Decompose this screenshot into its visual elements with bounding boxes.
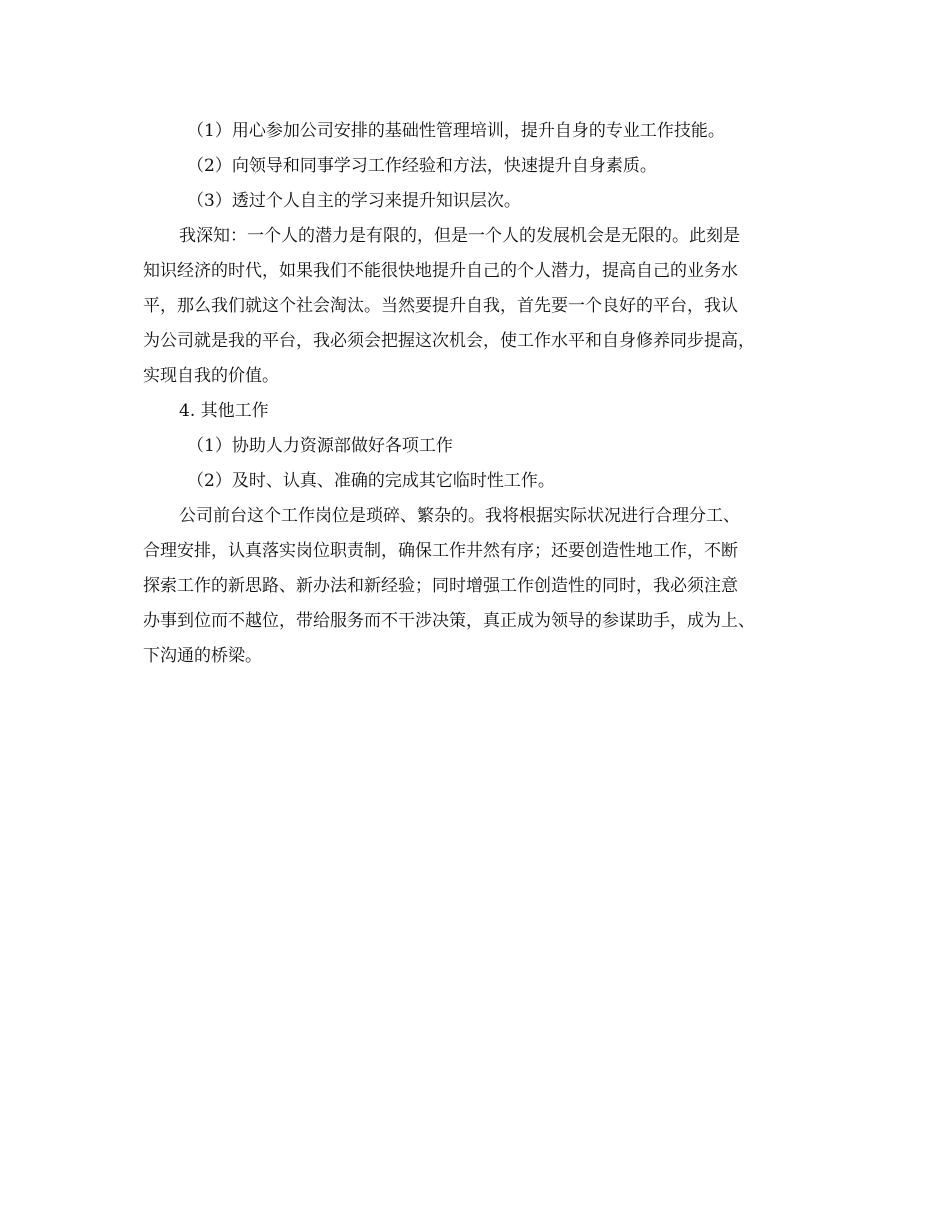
- paragraph-line: 知识经济的时代，如果我们不能很快地提升自己的个人潜力，提高自己的业务水: [143, 261, 738, 281]
- paragraph-line: 平，那么我们就这个社会淘汰。当然要提升自我，首先要一个良好的平台，我认: [143, 296, 738, 316]
- other-item-2: （2）及时、认真、准确的完成其它临时性工作。: [187, 471, 555, 491]
- study-item-2: （2）向领导和同事学习工作经验和方法，快速提升自身素质。: [187, 156, 657, 176]
- paragraph-line: 我深知：一个人的潜力是有限的，但是一个人的发展机会是无限的。此刻是: [179, 226, 740, 246]
- study-item-1: （1）用心参加公司安排的基础性管理培训，提升自身的专业工作技能。: [187, 121, 725, 141]
- paragraph-line: 为公司就是我的平台，我必须会把握这次机会，使工作水平和自身修养同步提高，: [143, 331, 755, 351]
- paragraph-line: 办事到位而不越位，带给服务而不干涉决策，真正成为领导的参谋助手，成为上、: [143, 611, 755, 631]
- document-body: [143, 114, 823, 674]
- paragraph-line: 探索工作的新思路、新办法和新经验；同时增强工作创造性的同时，我必须注意: [143, 576, 738, 596]
- other-item-1: （1）协助人力资源部做好各项工作: [187, 436, 453, 456]
- paragraph-line: 下沟通的桥梁。: [143, 646, 262, 666]
- paragraph-line: 合理安排，认真落实岗位职责制，确保工作井然有序；还要创造性地工作，不断: [143, 541, 738, 561]
- paragraph-line: 实现自我的价值。: [143, 366, 279, 386]
- paragraph-line: 公司前台这个工作岗位是琐碎、繁杂的。我将根据实际状况进行合理分工、: [179, 506, 740, 526]
- potential-paragraph: [143, 219, 823, 394]
- study-item-3: （3）透过个人自主的学习来提升知识层次。: [187, 191, 521, 211]
- section-heading-other-work: 4. 其他工作: [179, 401, 269, 421]
- closing-paragraph: [143, 499, 823, 674]
